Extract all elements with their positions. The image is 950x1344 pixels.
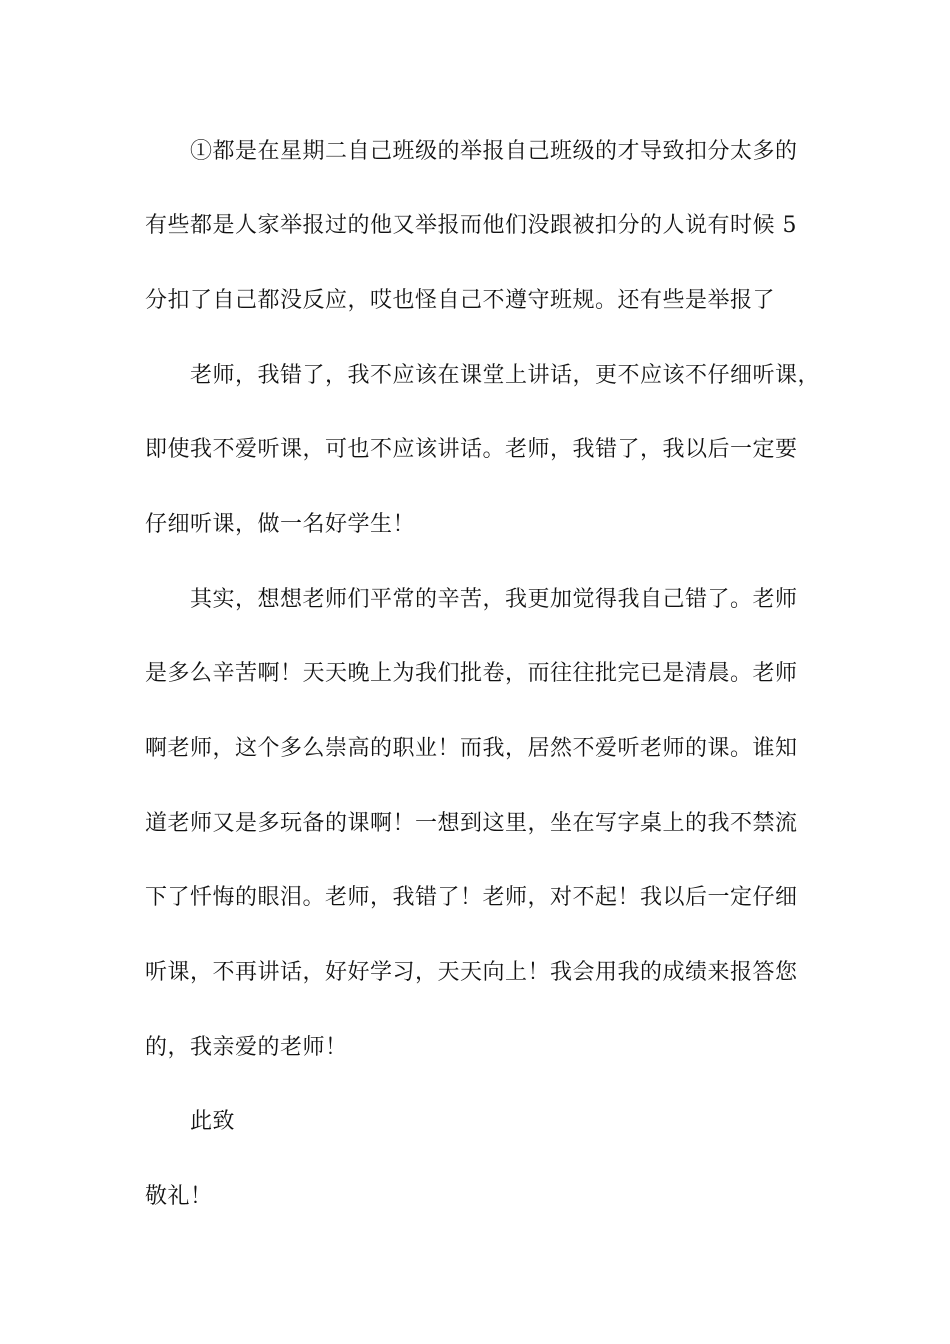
text-line-5: 即使我不爱听课，可也不应该讲话。老师，我错了，我以后一定要	[145, 437, 798, 462]
closing-salutation: 此致	[190, 1109, 236, 1134]
text-line-4: 老师，我错了，我不应该在课堂上讲话，更不应该不仔细听课，	[190, 363, 821, 388]
text-line-1: ①都是在星期二自己班级的举报自己班级的才导致扣分太多的	[190, 139, 798, 164]
text-line-11: 下了忏悔的眼泪。老师，我错了！老师，对不起！我以后一定仔细	[145, 885, 798, 910]
text-line-3: 分扣了自己都没反应，哎也怪自己不遵守班规。还有些是举报了	[145, 288, 776, 313]
text-line-9: 啊老师，这个多么崇高的职业！而我，居然不爱听老师的课。谁知	[145, 736, 798, 761]
text-line-2: 有些都是人家举报过的他又举报而他们没跟被扣分的人说有时候 5	[145, 213, 797, 238]
text-line-10: 道老师又是多玩备的课啊！一想到这里，坐在写字桌上的我不禁流	[145, 811, 798, 836]
closing-regards: 敬礼！	[145, 1184, 213, 1209]
text-line-13: 的，我亲爱的老师！	[145, 1035, 348, 1060]
text-line-6: 仔细听课，做一名好学生！	[145, 512, 416, 537]
text-line-12: 听课，不再讲话，好好学习，天天向上！我会用我的成绩来报答您	[145, 960, 798, 985]
text-line-7: 其实，想想老师们平常的辛苦，我更加觉得我自己错了。老师	[190, 587, 798, 612]
text-line-8: 是多么辛苦啊！天天晚上为我们批卷，而往往批完已是清晨。老师	[145, 661, 798, 686]
